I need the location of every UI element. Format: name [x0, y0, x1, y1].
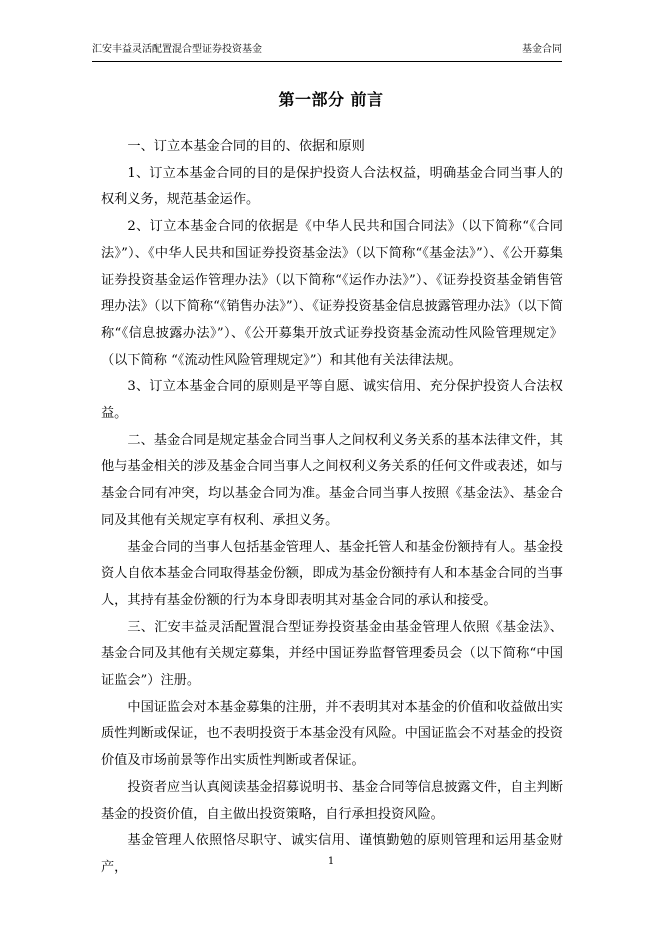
paragraph: 一、订立本基金合同的目的、依据和原则 [127, 139, 365, 154]
paragraph: 投资者应当认真阅读基金招募说明书、基金合同等信息披露文件，自主判断基金的投资价值，自主做出投资策略，自行承担投资风险。 [101, 779, 563, 822]
page-header [92, 43, 562, 62]
document-body [101, 134, 563, 882]
header-document-type: 基金合同 [522, 44, 562, 55]
paragraph: 3、订立本基金合同的原则是平等自愿、诚实信用、充分保护投资人合法权益。 [101, 379, 563, 422]
section-title: 第一部分 前言 [278, 90, 384, 109]
paragraph: 2、订立本基金合同的依据是《中华人民共和国合同法》（以下简称“《合同法》”）、《中华人民共和国证券投资基金法》（以下简称“《基金法》”）、《公开募集证券投资基金运作管理办法》（以下简称“《运作办法》”）、《证券投资基金销售管理办法》（以下简称“《销售办法》”）、《证券投资基金信息披露管理办法》（以下简称“《信息披露办法》”）、《公开募集开放式证券投资基金流动性风险管理规定》（以下简称 “《流动性风险管理规定》”）和其他有关法律法规。 [101, 219, 563, 368]
paragraph: 三、汇安丰益灵活配置混合型证券投资基金由基金管理人依照《基金法》、基金合同及其他有关规定募集，并经中国证券监督管理委员会（以下简称“中国证监会”）注册。 [101, 619, 563, 689]
page-number: 1 [327, 856, 335, 867]
paragraph: 基金合同的当事人包括基金管理人、基金托管人和基金份额持有人。基金投资人自依本基金合同取得基金份额，即成为基金份额持有人和本基金合同的当事人，其持有基金份额的行为本身即表明其对基金合同的承认和接受。 [101, 539, 563, 608]
paragraph: 二、基金合同是规定基金合同当事人之间权利义务关系的基本法律文件，其他与基金相关的涉及基金合同当事人之间权利义务关系的任何文件或表述，如与基金合同有冲突，均以基金合同为准。基金合同当事人按照《基金法》、基金合同及其他有关规定享有权利、承担义务。 [101, 432, 563, 528]
paragraph: 基金管理人依照恪尽职守、诚实信用、谨慎勤勉的原则管理和运用基金财产， [101, 833, 563, 875]
paragraph: 中国证监会对本基金募集的注册，并不表明其对本基金的价值和收益做出实质性判断或保证，也不表明投资于本基金没有风险。中国证监会不对基金的投资价值及市场前景等作出实质性判断或者保证。 [101, 699, 563, 769]
header-fund-name: 汇安丰益灵活配置混合型证券投资基金 [92, 44, 262, 55]
paragraph: 1、订立本基金合同的目的是保护投资人合法权益，明确基金合同当事人的权利义务，规范基金运作。 [101, 165, 563, 208]
